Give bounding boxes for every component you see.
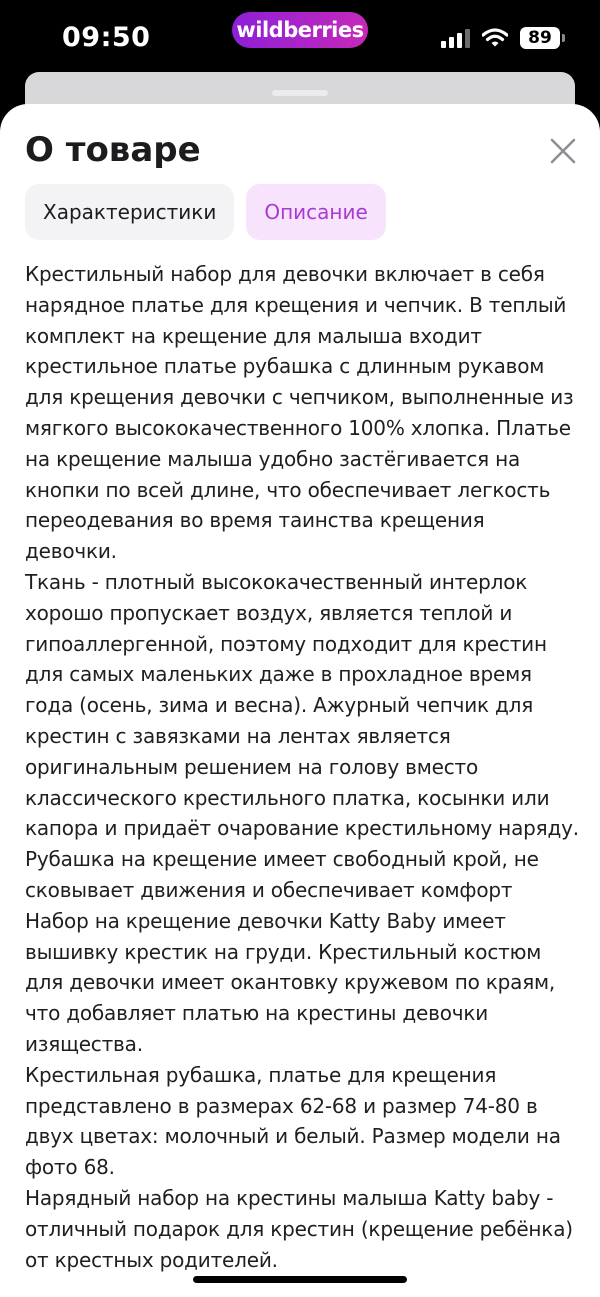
description-paragraph: Нарядный набор на крестины малыша Katty baby - отличный подарок для крестин (крещение ребёнка) от крестных родителей. [25,1185,573,1272]
description-paragraph: Крестильная рубашка, платье для крещения представлено в размерах 62-68 и размер 74-80 в двух цветах: молочный и белый. Размер модели на фото 68. [25,1062,561,1180]
sheet-grabber[interactable] [272,90,328,96]
close-icon[interactable] [550,138,576,164]
tabs [25,184,386,240]
sheet-title: О товаре [25,130,201,170]
battery-level: 89 [528,28,552,48]
tab-characteristics-label: Характеристики [43,200,217,224]
brand-logo-text: wildberries [236,18,364,42]
home-indicator[interactable] [193,1276,407,1283]
tab-description-label: Описание [264,200,368,224]
description-text [25,259,580,1275]
battery-icon [520,27,560,49]
brand-logo [232,12,368,48]
description-paragraph: Крестильный набор для девочки включает в себя нарядное платье для крещения и чепчик. В теплый комплект на крещение для малыша входит крестильное платье рубашка с длинным рукавом для крещения девочки с чепчиком, выполненные из мягкого высококачественного 100% хлопка. Платье на крещение малыша удобно застёгивается на кнопки по всей длине, что обеспечивает легкость переодевания во время таинства крещения девочки. [25,262,574,564]
signal-icon [441,28,470,48]
tab-characteristics[interactable] [25,184,234,240]
product-info-sheet [0,104,600,1297]
status-bar [0,0,600,72]
status-time: 09:50 [62,22,151,53]
description-paragraph: Ткань - плотный высококачественный интерлок хорошо пропускает воздух, является теплой и гипоаллергенной, поэтому подходит для крестин для самых маленьких даже в прохладное время года (осень, зима и весна). Ажурный чепчик для крестин с завязками на лентах является оригинальным решением на голову вместо классического крестильного платка, косынки или капора и придаёт очарование крестильному наряду. Рубашка на крещение имеет свободный крой, не сковывает движения и обеспечивает комфорт [25,569,579,902]
status-icons [441,27,560,49]
wifi-icon [482,28,508,48]
tab-description[interactable] [246,184,385,240]
description-paragraph: Набор на крещение девочки Katty Baby имеет вышивку крестик на груди. Крестильный костюм для девочки имеет окантовку кружевом по краям, что добавляет платью на крестины девочки изящества. [25,908,556,1056]
